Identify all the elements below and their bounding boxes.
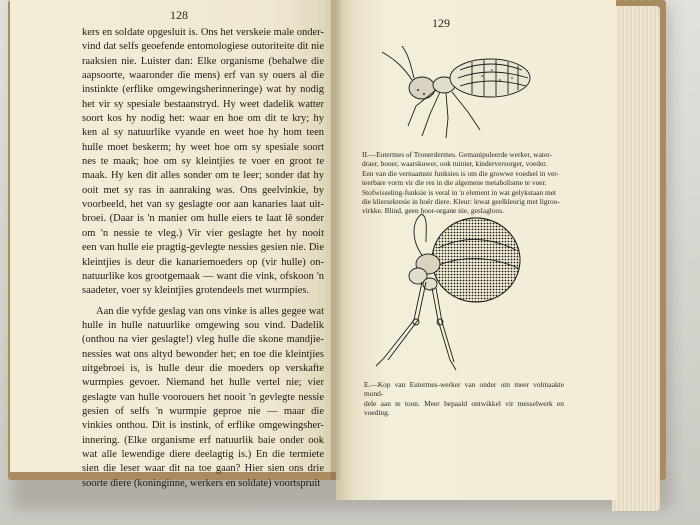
caption-line: Stofwisseling-funksie is veral in 'n element in wat gelykstaan met <box>362 187 557 197</box>
figure-2-caption <box>364 380 564 418</box>
text-line: voorbeeld, het van sy geslagte oor aan kanaries laat uit- <box>82 199 324 211</box>
text-line: natuurlike kos grootgemaak — want die vink, ofskoon 'n <box>82 270 324 282</box>
text-line: kers en soldate opgesluit is. Ons het verskeie male onder- <box>82 27 324 38</box>
caption-line: dele aan te toon. Meer bepaald ontwikkel vir messelwerk en voeding. <box>364 398 564 418</box>
text-line: hulle in hulle natuurlike omgewing sou vind. Dadelik <box>82 319 324 331</box>
text-line: broei. (Daar is 'n manier om hulle eiers te laat lê sonder <box>82 213 324 225</box>
text-line: om 'n nessie te vleg.) Vir vier geslagte het hy nooit <box>82 227 324 239</box>
text-line: soort kos hy nodig het: waar en hoe om dit te kry; hy <box>82 113 324 125</box>
text-line: uitgebroei is, is hulle deur die moeders op verskafte <box>82 362 324 374</box>
text-line: ooit met sy ras in aanraking was. Ons geelvinkie, by <box>82 184 324 196</box>
caption-line: virkke. Blind, geen hoor-organe nie, geslagloos. <box>362 206 504 216</box>
text-line: een van hulle eie pragtig-gevlegte nessies gesien nie. Die <box>82 242 324 254</box>
text-line: Aan die vyfde geslag van ons vinke is alles gegee wat <box>96 305 324 317</box>
text-line: ken al sy natuurlike vyande en weet hoe hy hom teen <box>82 127 324 139</box>
text-line: innering. (Elke organisme erf natuurlik baie onder ook <box>82 434 324 446</box>
book-gutter <box>331 0 341 480</box>
text-line: aapsoorte, waaronder die mens) erf van sy ouers al die <box>82 70 324 82</box>
caption-line: E.—Kop van Eutermes-werker van onder om meer volmaakte mond- <box>364 380 564 399</box>
text-line: (onthou na vier geslagte!) vleg hulle die skone mandjie- <box>82 334 324 346</box>
text-line: raaksien nie. Luister dan: Elke organisme (behalwe die <box>82 55 324 67</box>
text-line: soorte diere (koninginne, werkers en soldate) voortspruit <box>82 477 321 489</box>
text-line: hulle moet beskerm; hy weet hoe om sy spesiale soort <box>82 141 324 153</box>
caption-line: Een van die vernaamste funksies is om die growwe voedsel in ver- <box>362 168 560 178</box>
caption-line: die kliersekresie in hoër diere. Kleur: lewat geelkleurig met ligroo- <box>362 197 560 207</box>
text-line: nessies wat ons altyd bewonder het; en toe die kleintjies <box>82 348 324 360</box>
text-line: vinkies onthou. Dit is instink, of erflike omgewingsher- <box>82 420 324 432</box>
text-line: wat alle lewendige diere deelagtig is.) En die termiete <box>82 448 324 460</box>
caption-line: II.—Eutermes of Tronerdermes. Gemanipuleerde werker, water- <box>362 150 552 159</box>
caption-line: teerbare vorm vir die res in die algemene metabolisme te voer. <box>362 178 547 188</box>
figure-1-caption <box>362 150 570 216</box>
text-line: geslagte van hulle voorouers het nooit 'n gevlegte nessie <box>82 391 324 403</box>
text-line: nes te maak; hoe om sy kleintjies te voer en groot te <box>82 156 324 168</box>
text-line: maak. Hy ken dit alles sonder om te leer; sonder dat hy <box>82 170 324 182</box>
text-line: vind dat selfs geoefende entomologiese outoriteite dit nie <box>82 41 324 53</box>
text-line: sien die leser waar dit na toe gaan? Hier sien ons drie <box>82 463 324 475</box>
left-page-body-text <box>82 26 324 491</box>
caption-line: draer, bouer, waarskuwer, ook tuinier, kinderversorger, voeder. <box>362 159 548 169</box>
text-line: het vir sy spesiale bestaanstryd. Hy weet dadelik watter <box>82 98 324 110</box>
termite-worker-illustration <box>372 40 552 140</box>
text-line: kleintjies is deur die kanariemoeders op (vir hulle) on- <box>82 256 324 268</box>
termite-head-illustration <box>366 210 566 380</box>
left-page <box>10 0 336 489</box>
text-line: gesien of selfs 'n wurmpie geproe nie — maar die <box>82 405 324 417</box>
page-edges <box>612 6 660 511</box>
text-line: saadeter, voer sy kleintjies grotendeels met wurmpies. <box>82 285 310 297</box>
text-line: instinkte (erflike omgewingsherinneringe) wat hy nodig <box>82 84 324 96</box>
right-page <box>336 0 616 500</box>
text-line: wurmpies gevoer. Niemand het hulle vertel nie; vier <box>82 377 324 389</box>
page-number-right: 129 <box>432 16 450 30</box>
page-number-left: 128 <box>170 8 188 22</box>
